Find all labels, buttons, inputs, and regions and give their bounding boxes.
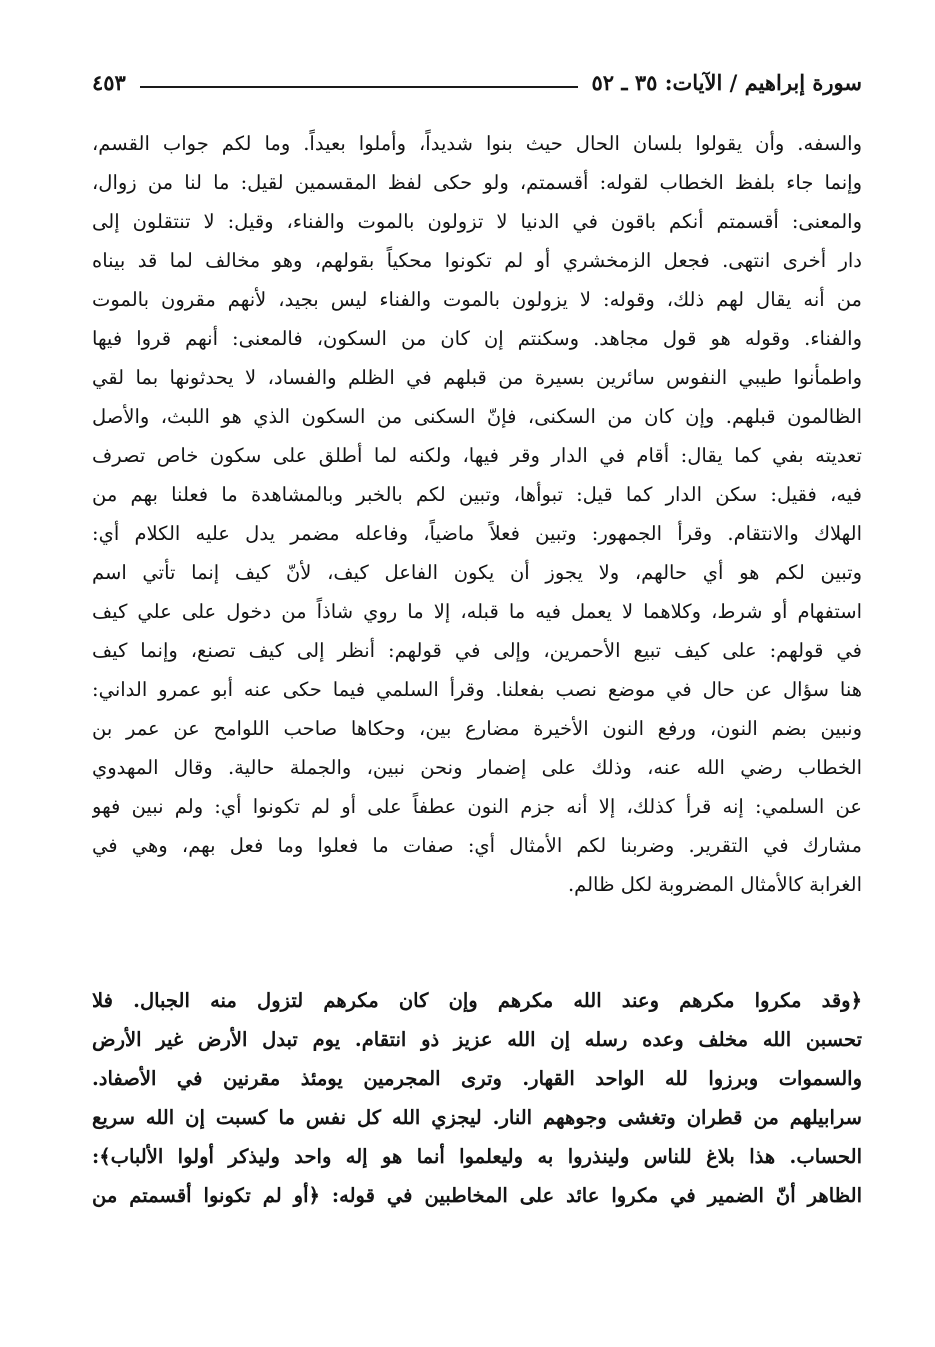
text-line: والسفه. وأن يقولوا بلسان الحال حيث بنوا شديداً، وأملوا بعيداً. وما لكم جواب القسم، <box>92 132 862 155</box>
text-line: هنا سؤال عن حال في موضع نصب بفعلنا. وقرأ السلمي فيما حكى عنه أبو عمرو الداني: <box>92 678 862 701</box>
verse-line: تحسبن الله مخلف وعده رسله إن الله عزيز ذو انتقام. يوم تبدل الأرض غير الأرض <box>92 1028 862 1051</box>
text-line: الغرابة كالأمثال المضروبة لكل ظالم. <box>567 873 862 896</box>
header-rule <box>140 86 578 88</box>
text-line: الخطاب رضي الله عنه، وذلك على إضمار ونحن نبين، والجملة حالية. وقال المهدوي <box>92 756 862 779</box>
verse-line: ﴿وقد مكروا مكرهم وعند الله مكرهم وإن كان مكرهم لتزول منه الجبال. فلا <box>92 989 862 1012</box>
text-line: والفناء. وقوله هو قول مجاهد. وسكنتم إن كان من السكون، فالمعنى: أنهم قروا فيها <box>92 327 862 350</box>
text-line: فيه، فقيل: سكن الدار كما قيل: تبوأها، وتبين لكم بالخبر وبالمشاهدة ما فعلنا بهم من <box>92 483 862 506</box>
verse-line: والسموات وبرزوا لله الواحد القهار. وترى المجرمين يومئذ مقرنين في الأصفاد. <box>92 1067 862 1090</box>
text-line: الظاهر أنّ الضمير في مكروا عائد على المخاطبين في قوله: ﴿أو لم تكونوا أقسمتم من <box>92 1184 862 1207</box>
text-line: في قولهم: على كيف تبيع الأحمرين، وإلى في قولهم: أنظر إلى كيف تصنع، وإنما كيف <box>92 639 862 662</box>
text-line: واطمأنوا طيبي النفوس سائرين بسيرة من قبلهم في الظلم والفساد، لا يحدثونها بما لقي <box>92 366 862 389</box>
text-line: مشارك في التقرير. وضربنا لكم الأمثال أي: صفات ما فعلوا وما فعل بهم، وهي في <box>92 834 862 857</box>
quran-verses-paragraph <box>92 981 862 1215</box>
text-line: وإنما جاء بلفظ الخطاب لقوله: أقسمتم، ولو حكى لفظ المقسمين لقيل: ما لنا من زوال، <box>92 171 862 194</box>
text-line: ونبين بضم النون، ورفع النون الأخيرة مضارع بين، وحكاها صاحب اللوامح عن عمر بن <box>92 717 862 740</box>
verse-line: الحساب. هذا بلاغ للناس ولينذروا به وليعلموا أنما هو إله واحد وليذكر أولوا الألباب﴾: <box>92 1145 862 1168</box>
text-line: من أنه يقال لهم ذلك، وقوله: لا يزولون بالموت والفناء ليس بجيد، لأنهم مقرون بالموت <box>92 288 862 311</box>
text-line: استفهام أو شرط، وكلاهما لا يعمل فيه ما قبله، إلا ما روي شاذاً من دخول على علي كيف <box>92 600 862 623</box>
page-number: ٤٥٣ <box>92 69 126 95</box>
surah-title: سورة إبراهيم / الآيات: ٣٥ ـ ٥٢ <box>591 69 862 95</box>
verse-line: سرابيلهم من قطران وتغشى وجوههم النار. ليجزي الله كل نفس ما كسبت إن الله سريع <box>92 1106 862 1129</box>
text-line: وتبين لكم هو أي حالهم، ولا يجوز أن يكون الفاعل كيف، لأنّ كيف إنما تأتي اسم <box>92 561 862 584</box>
text-line: دار أخرى انتهى. فجعل الزمخشري أو لم تكونوا محكياً بقولهم، وهو مخالف لما قد بيناه <box>92 249 862 272</box>
text-line: الهلاك والانتقام. وقرأ الجمهور: وتبين فعلاً ماضياً، وفاعله مضمر يدل عليه الكلام أي: <box>92 522 862 545</box>
page-header <box>92 60 862 104</box>
text-line: والمعنى: أقسمتم أنكم باقون في الدنيا لا تزولون بالموت والفناء، وقيل: لا تنتقلون إلى <box>92 210 862 233</box>
commentary-paragraph <box>92 124 862 904</box>
text-line: تعديته بفي كما يقال: أقام في الدار وقر فيها، ولكنه لما أطلق على سكون خاص تصرف <box>92 444 862 467</box>
text-line: الظالمون قبلهم. وإن كان من السكنى، فإنّ السكنى من السكون الذي هو اللبث، والأصل <box>92 405 862 428</box>
text-line: عن السلمي: إنه قرأ كذلك، إلا أنه جزم النون عطفاً على أو لم تكونوا أي: ولم نبين فهو <box>92 795 862 818</box>
